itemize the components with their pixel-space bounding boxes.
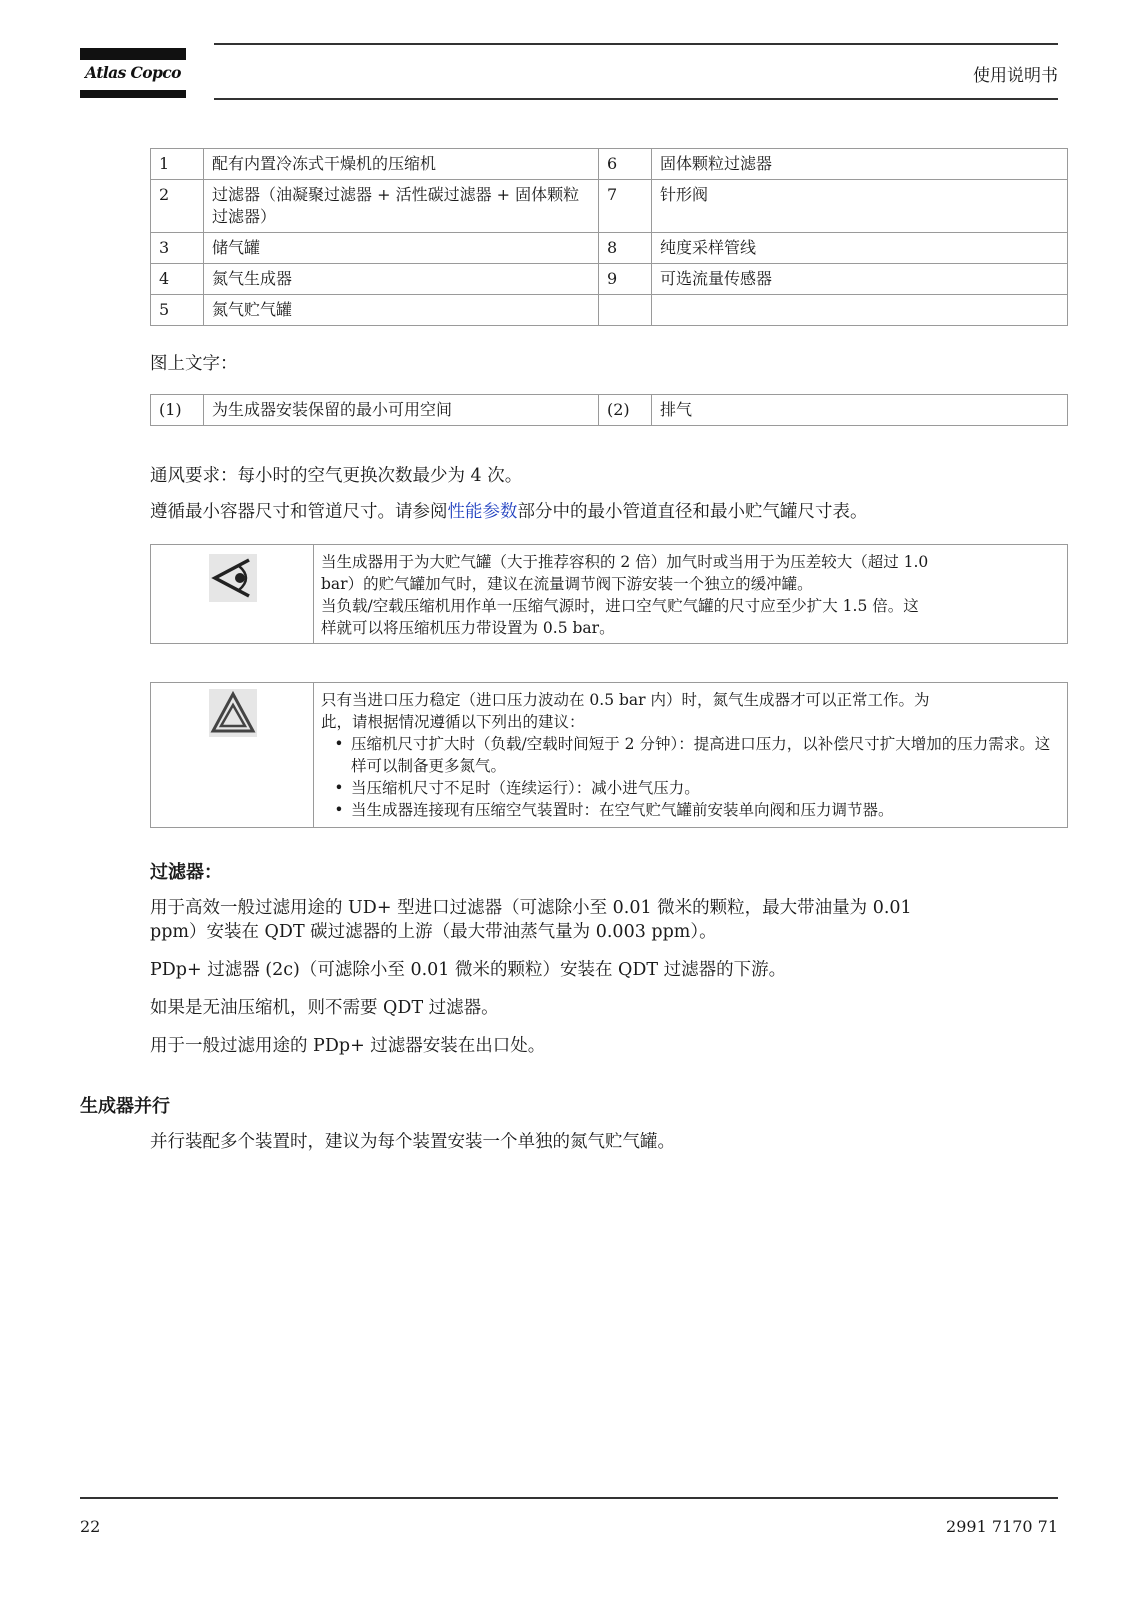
legend-number: 6 xyxy=(599,149,652,180)
table-row xyxy=(151,264,1068,295)
follow-text-after: 部分中的最小管道直径和最小贮气罐尺寸表。 xyxy=(517,502,868,522)
figure-callout-number: (1) xyxy=(151,395,204,426)
figure-callout-label: 排气 xyxy=(652,395,1068,426)
note-text xyxy=(321,551,1061,639)
filters-heading: 过滤器： xyxy=(150,862,222,883)
legend-label: 配有内置冷冻式干燥机的压缩机 xyxy=(204,149,599,180)
legend-label: 纯度采样管线 xyxy=(652,233,1068,264)
legend-number: 7 xyxy=(599,180,652,233)
note-icon-cell xyxy=(151,683,314,827)
bullet-glyph: • xyxy=(334,779,344,797)
legend-number xyxy=(599,295,652,326)
legend-label: 过滤器（油凝聚过滤器 + 活性碳过滤器 + 固体颗粒过滤器） xyxy=(204,180,599,233)
bullet-glyph: • xyxy=(334,735,344,753)
note-box-2 xyxy=(150,682,1068,828)
legend-number: 3 xyxy=(151,233,204,264)
filters-paragraph-1-line-1: 用于高效一般过滤用途的 UD+ 型进口过滤器（可滤除小至 0.01 微米的颗粒，最大带油量为 0.01 xyxy=(150,898,912,918)
note-line: 此，请根据情况遵循以下列出的建议： xyxy=(321,713,585,731)
filters-paragraph-1-line-2: ppm）安装在 QDT 碳过滤器的上游（最大带油蒸气量为 0.003 ppm）。 xyxy=(150,922,717,942)
figure-text-label: 图上文字： xyxy=(150,354,238,374)
legend-number: 9 xyxy=(599,264,652,295)
filters-paragraph-2: PDp+ 过滤器 (2c)（可滤除小至 0.01 微米的颗粒）安装在 QDT 过滤器的下游。 xyxy=(150,960,787,980)
figure-callout-number: (2) xyxy=(599,395,652,426)
note-icon-cell xyxy=(151,545,314,643)
follow-text-before: 遵循最小容器尺寸和管道尺寸。请参阅 xyxy=(150,502,448,522)
header-title: 使用说明书 xyxy=(973,66,1058,86)
bullet-text: 当压缩机尺寸不足时（连续运行）：减小进气压力。 xyxy=(351,779,700,797)
filters-paragraph-4: 用于一般过滤用途的 PDp+ 过滤器安装在出口处。 xyxy=(150,1036,546,1056)
legend-label: 可选流量传感器 xyxy=(652,264,1068,295)
list-item xyxy=(321,799,1061,821)
legend-number: 8 xyxy=(599,233,652,264)
legend-label: 储气罐 xyxy=(204,233,599,264)
table-row xyxy=(151,295,1068,326)
parallel-text: 并行装配多个装置时，建议为每个装置安装一个单独的氮气贮气罐。 xyxy=(150,1132,675,1152)
figure-text-table xyxy=(150,394,1068,426)
eye-icon xyxy=(209,554,257,602)
legend-label: 固体颗粒过滤器 xyxy=(652,149,1068,180)
note-line: 样就可以将压缩机压力带设置为 0.5 bar。 xyxy=(321,619,615,637)
logo-bottom-bar xyxy=(80,90,186,98)
list-item xyxy=(321,777,1061,799)
table-row xyxy=(151,180,1068,233)
page-number: 22 xyxy=(80,1517,101,1536)
parallel-heading: 生成器并行 xyxy=(80,1096,170,1117)
logo-top-bar xyxy=(80,48,186,60)
atlas-copco-logo xyxy=(80,48,186,100)
note-box-1 xyxy=(150,544,1068,644)
filters-paragraph-3: 如果是无油压缩机，则不需要 QDT 过滤器。 xyxy=(150,998,499,1018)
note-line: 只有当进口压力稳定（进口压力波动在 0.5 bar 内）时，氮气生成器才可以正常工作。为 xyxy=(321,691,930,709)
legend-label: 氮气生成器 xyxy=(204,264,599,295)
table-row xyxy=(151,395,1068,426)
legend-number: 2 xyxy=(151,180,204,233)
performance-parameters-link[interactable]: 性能参数 xyxy=(447,502,518,522)
header-rule-top xyxy=(214,43,1058,45)
legend-label: 针形阀 xyxy=(652,180,1068,233)
list-item xyxy=(321,733,1061,777)
document-number: 2991 7170 71 xyxy=(946,1517,1058,1536)
legend-label xyxy=(652,295,1068,326)
figure-callout-label: 为生成器安装保留的最小可用空间 xyxy=(204,395,599,426)
footer-rule xyxy=(80,1497,1058,1499)
follow-sizes-text xyxy=(150,500,868,524)
legend-number: 1 xyxy=(151,149,204,180)
note-line: 当生成器用于为大贮气罐（大于推荐容积的 2 倍）加气时或当用于为压差较大（超过 1.0 xyxy=(321,553,929,571)
bullet-text: 压缩机尺寸扩大时（负载/空载时间短于 2 分钟）：提高进口压力，以补偿尺寸扩大增加的压力需求。这样可以制备更多氮气。 xyxy=(351,735,1051,775)
header-rule-bottom xyxy=(214,98,1058,100)
legend-table xyxy=(150,148,1068,326)
table-row xyxy=(151,149,1068,180)
note-line: 当负载/空载压缩机用作单一压缩气源时，进口空气贮气罐的尺寸应至少扩大 1.5 倍。这 xyxy=(321,597,919,615)
logo-text: Atlas Copco xyxy=(85,63,181,82)
bullet-glyph: • xyxy=(334,801,344,819)
legend-number: 4 xyxy=(151,264,204,295)
ventilation-requirement: 通风要求：每小时的空气更换次数最少为 4 次。 xyxy=(150,466,523,486)
note-text xyxy=(321,689,1061,821)
legend-number: 5 xyxy=(151,295,204,326)
bullet-text: 当生成器连接现有压缩空气装置时：在空气贮气罐前安装单向阀和压力调节器。 xyxy=(351,801,894,819)
warning-triangle-icon xyxy=(209,689,257,737)
table-row xyxy=(151,233,1068,264)
note-line: bar）的贮气罐加气时，建议在流量调节阀下游安装一个独立的缓冲罐。 xyxy=(321,575,813,593)
legend-label: 氮气贮气罐 xyxy=(204,295,599,326)
